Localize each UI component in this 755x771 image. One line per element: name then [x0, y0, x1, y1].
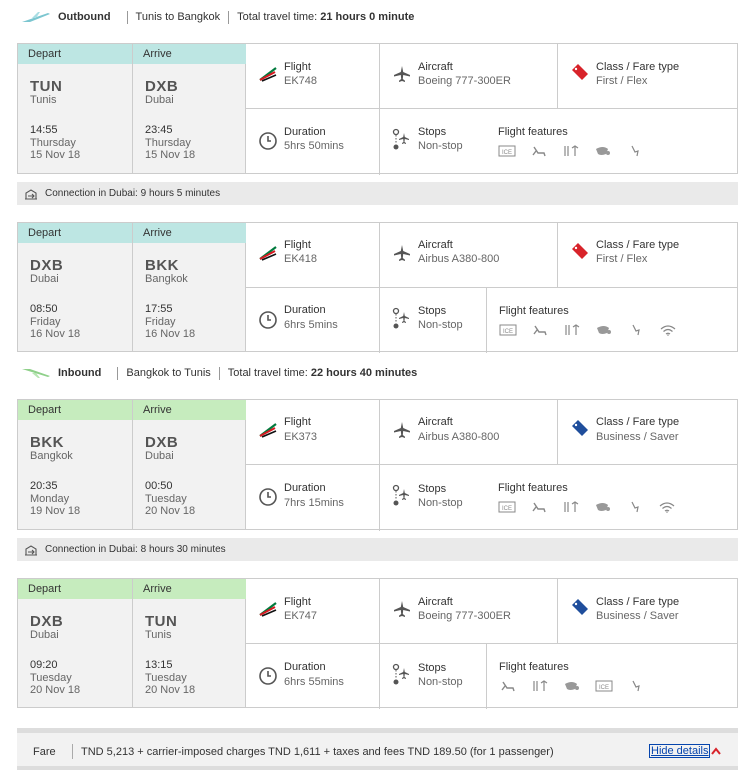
fare-label: Fare — [33, 746, 56, 758]
emirates-logo-icon — [258, 420, 278, 440]
stops-label: Stops — [418, 662, 447, 674]
power-icon — [626, 501, 644, 513]
hide-details-link[interactable]: Hide details — [651, 745, 709, 757]
arrive-header: Arrive — [133, 400, 246, 420]
aircraft-type: Airbus A380-800 — [418, 431, 500, 443]
arrive-header: Arrive — [133, 44, 246, 64]
seat-icon — [499, 680, 517, 692]
duration-value: 5hrs 50mins — [284, 140, 344, 152]
flight-number: EK748 — [284, 75, 318, 87]
depart-code: TUN — [30, 78, 63, 95]
depart-date: 16 Nov 18 — [30, 328, 81, 340]
arrive-city: Tunis — [145, 629, 172, 641]
clock-icon — [258, 666, 278, 686]
depart-date: 15 Nov 18 — [30, 149, 81, 161]
flight-number: EK373 — [284, 431, 318, 443]
seat-icon — [531, 324, 549, 336]
drinks-icon — [563, 680, 581, 692]
seat-icon — [530, 501, 548, 513]
arrive-city: Dubai — [145, 94, 174, 106]
stops-icon — [392, 483, 412, 507]
inbound-route: Bangkok to Tunis — [126, 367, 211, 379]
arrive-day: Friday — [145, 316, 176, 328]
connection-icon — [23, 543, 39, 557]
duration-label: Duration — [284, 482, 326, 494]
depart-date: 20 Nov 18 — [30, 684, 81, 696]
clock-icon — [258, 487, 278, 507]
depart-header: Depart — [18, 44, 132, 64]
inbound-header — [20, 363, 417, 383]
drinks-icon — [595, 324, 613, 336]
depart-time: 08:50 — [30, 303, 58, 315]
duration-label: Duration — [284, 304, 326, 316]
stops-icon — [392, 662, 412, 686]
features-list — [498, 501, 676, 513]
arrive-day: Thursday — [145, 137, 191, 149]
outbound-header — [20, 7, 414, 27]
arrive-date: 20 Nov 18 — [145, 684, 196, 696]
inbound-total-label: Total travel time: — [227, 367, 308, 379]
connection-icon — [23, 187, 39, 201]
duration-value: 6hrs 55mins — [284, 676, 344, 688]
duration-label: Duration — [284, 661, 326, 673]
depart-city: Bangkok — [30, 450, 73, 462]
aircraft-icon — [392, 599, 412, 619]
outbound-total-label: Total travel time: — [237, 11, 318, 23]
arrive-city: Bangkok — [145, 273, 188, 285]
stops-icon — [392, 127, 412, 151]
arrive-day: Tuesday — [145, 493, 187, 505]
stops-value: Non-stop — [418, 140, 463, 152]
power-icon — [626, 145, 644, 157]
stops-label: Stops — [418, 126, 447, 138]
depart-time: 20:35 — [30, 480, 58, 492]
depart-code: DXB — [30, 613, 64, 630]
dining-icon — [562, 501, 580, 513]
aircraft-type: Boeing 777-300ER — [418, 75, 511, 87]
connection-text: Connection in Dubai: 9 hours 5 minutes — [45, 188, 221, 199]
depart-col — [18, 44, 132, 173]
features-label: Flight features — [498, 126, 568, 138]
segment-1 — [17, 43, 738, 174]
inbound-total-value: 22 hours 40 minutes — [310, 367, 418, 379]
power-icon — [627, 324, 645, 336]
seat-icon — [530, 145, 548, 157]
connection-2 — [17, 538, 738, 561]
arrive-day: Tuesday — [145, 672, 187, 684]
aircraft-icon — [392, 243, 412, 263]
segment-3 — [17, 399, 738, 530]
duration-value: 7hrs 15mins — [284, 497, 344, 509]
chevron-up-icon[interactable] — [710, 745, 722, 757]
depart-city: Tunis — [30, 94, 57, 106]
ice-entertainment-icon — [498, 501, 516, 513]
outbound-label: Outbound — [58, 11, 111, 23]
outbound-plane-icon — [20, 10, 52, 24]
features-label: Flight features — [499, 305, 569, 317]
class-label: Class / Fare type — [596, 596, 680, 608]
dining-icon — [563, 324, 581, 336]
arrive-time: 13:15 — [145, 659, 173, 671]
fare-tag-icon — [570, 62, 590, 82]
arrive-col — [132, 44, 246, 173]
depart-header: Depart — [18, 223, 132, 243]
fare-type: First / Flex — [596, 75, 648, 87]
duration-value: 6hrs 5mins — [284, 319, 338, 331]
fare-tag-icon — [570, 597, 590, 617]
depart-header: Depart — [18, 400, 132, 420]
depart-city: Dubai — [30, 629, 59, 641]
depart-day: Tuesday — [30, 672, 72, 684]
aircraft-label: Aircraft — [418, 596, 453, 608]
fare-summary — [17, 728, 738, 770]
fare-tag-icon — [570, 241, 590, 261]
arrive-time: 17:55 — [145, 303, 173, 315]
depart-day: Monday — [30, 493, 70, 505]
depart-city: Dubai — [30, 273, 59, 285]
depart-date: 19 Nov 18 — [30, 505, 81, 517]
inbound-label: Inbound — [58, 367, 102, 379]
wifi-icon — [658, 501, 676, 513]
arrive-header: Arrive — [133, 579, 246, 599]
depart-code: DXB — [30, 257, 64, 274]
arrive-date: 20 Nov 18 — [145, 505, 196, 517]
stops-value: Non-stop — [418, 497, 463, 509]
features-label: Flight features — [499, 661, 569, 673]
arrive-city: Dubai — [145, 450, 174, 462]
arrive-header: Arrive — [133, 223, 246, 243]
depart-day: Thursday — [30, 137, 76, 149]
depart-time: 14:55 — [30, 124, 58, 136]
aircraft-type: Airbus A380-800 — [418, 253, 500, 265]
power-icon — [627, 680, 645, 692]
aircraft-type: Boeing 777-300ER — [418, 610, 511, 622]
flight-label: Flight — [284, 61, 311, 73]
ice-entertainment-icon — [595, 680, 613, 692]
class-label: Class / Fare type — [596, 61, 680, 73]
flight-label: Flight — [284, 239, 311, 251]
flight-number: EK418 — [284, 253, 318, 265]
wifi-icon — [659, 324, 677, 336]
duration-label: Duration — [284, 126, 326, 138]
depart-code: BKK — [30, 434, 64, 451]
clock-icon — [258, 310, 278, 330]
arrive-date: 16 Nov 18 — [145, 328, 196, 340]
ice-entertainment-icon — [498, 145, 516, 157]
arrive-date: 15 Nov 18 — [145, 149, 196, 161]
fare-type: Business / Saver — [596, 431, 679, 443]
flight-number: EK747 — [284, 610, 318, 622]
stops-icon — [392, 306, 412, 330]
features-list — [498, 145, 644, 157]
arrive-time: 23:45 — [145, 124, 173, 136]
stops-value: Non-stop — [418, 676, 463, 688]
clock-icon — [258, 131, 278, 151]
emirates-logo-icon — [258, 64, 278, 84]
depart-time: 09:20 — [30, 659, 58, 671]
emirates-logo-icon — [258, 243, 278, 263]
outbound-total-value: 21 hours 0 minute — [320, 11, 415, 23]
connection-1 — [17, 182, 738, 205]
class-label: Class / Fare type — [596, 239, 680, 251]
aircraft-icon — [392, 420, 412, 440]
arrive-code: BKK — [145, 257, 179, 274]
dining-icon — [531, 680, 549, 692]
fare-type: Business / Saver — [596, 610, 679, 622]
stops-label: Stops — [418, 483, 447, 495]
class-label: Class / Fare type — [596, 416, 680, 428]
ice-entertainment-icon — [499, 324, 517, 336]
drinks-icon — [594, 145, 612, 157]
fare-tag-icon — [570, 418, 590, 438]
features-list — [499, 324, 677, 336]
fare-type: First / Flex — [596, 253, 648, 265]
aircraft-label: Aircraft — [418, 61, 453, 73]
arrive-code: TUN — [145, 613, 178, 630]
arrive-code: DXB — [145, 434, 179, 451]
fare-breakdown: TND 5,213 + carrier-imposed charges TND 1,611 + taxes and fees TND 189.50 (for 1 passenger) — [81, 746, 554, 758]
depart-day: Friday — [30, 316, 61, 328]
arrive-time: 00:50 — [145, 480, 173, 492]
segment-2 — [17, 222, 738, 352]
depart-header: Depart — [18, 579, 132, 599]
arrive-code: DXB — [145, 78, 179, 95]
emirates-logo-icon — [258, 599, 278, 619]
aircraft-label: Aircraft — [418, 239, 453, 251]
connection-text: Connection in Dubai: 8 hours 30 minutes — [45, 544, 226, 555]
aircraft-icon — [392, 64, 412, 84]
stops-value: Non-stop — [418, 319, 463, 331]
flight-label: Flight — [284, 416, 311, 428]
flight-label: Flight — [284, 596, 311, 608]
drinks-icon — [594, 501, 612, 513]
features-list — [499, 680, 645, 692]
segment-4 — [17, 578, 738, 708]
features-label: Flight features — [498, 482, 568, 494]
outbound-route: Tunis to Bangkok — [135, 11, 221, 23]
dining-icon — [562, 145, 580, 157]
aircraft-label: Aircraft — [418, 416, 453, 428]
inbound-plane-icon — [20, 366, 52, 380]
stops-label: Stops — [418, 305, 447, 317]
